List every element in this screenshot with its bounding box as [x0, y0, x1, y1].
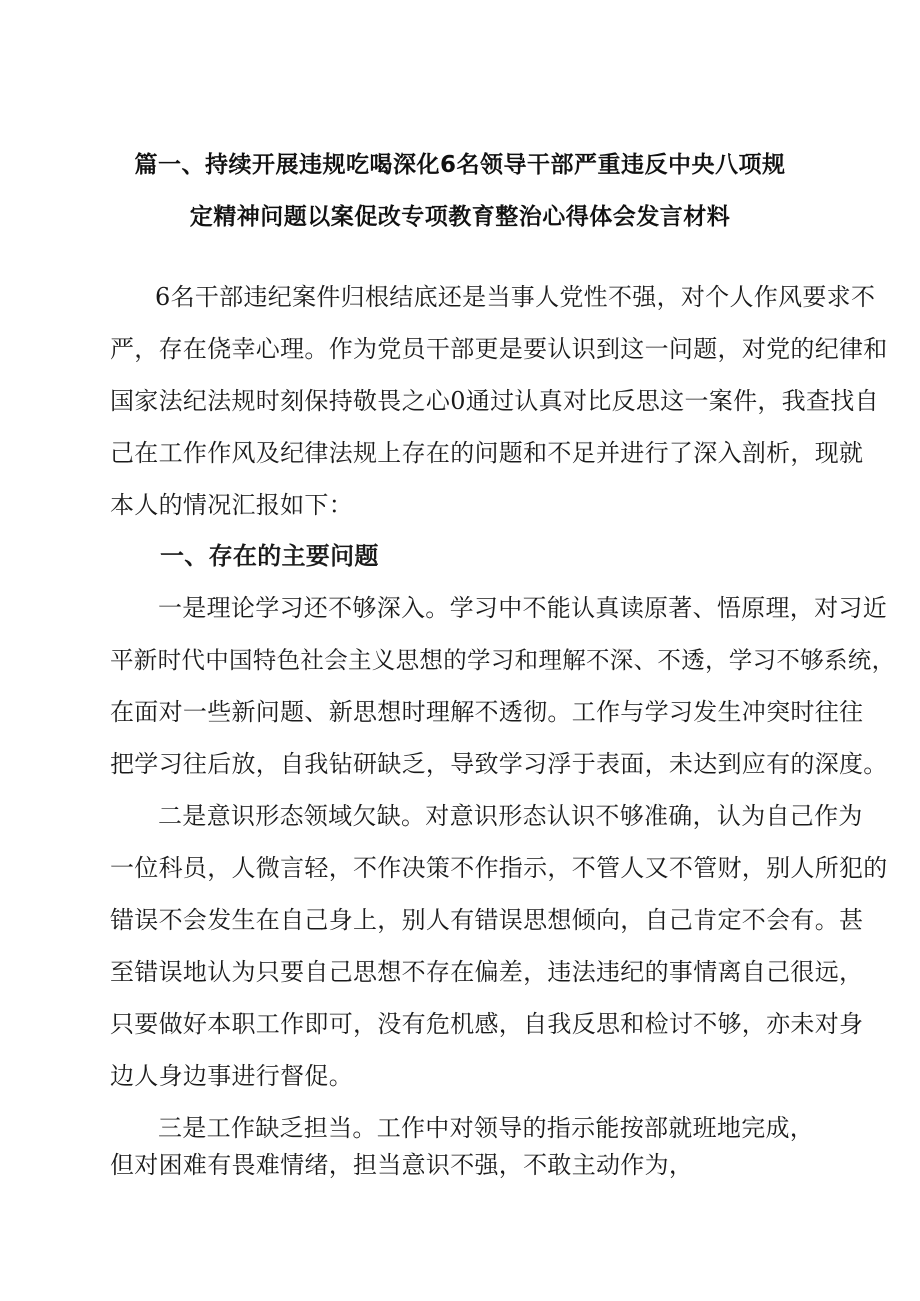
intro-line-1: 6名干部违纪案件归根结底还是当事人党性不强，对个人作风要求不 — [155, 283, 876, 311]
para2-line-4: 至错误地认为只要自己思想不存在偏差，违法违纪的事情离自己很远， — [110, 958, 864, 986]
para2-line-2: 一位科员，人微言轻，不作决策不作指示，不管人又不管财，别人所犯的 — [110, 854, 888, 882]
para2-line-6: 边人身边事进行督促。 — [110, 1062, 353, 1090]
para1-line-2: 平新时代中国特色社会主义思想的学习和理解不深、不透，学习不够系统， — [110, 646, 896, 674]
para1-line-4: 把学习往后放，自我钻研缺乏，导致学习浮于表面，未达到应有的深度。 — [110, 750, 888, 778]
para1-line-1: 一是理论学习还不够深入。学习中不能认真读原著、悟原理，对习近 — [158, 594, 887, 622]
intro-line-3: 国家法纪法规时刻保持敬畏之心0通过认真对比反思这一案件，我查找自 — [110, 387, 879, 415]
intro-line-2: 严，存在侥幸心理。作为党员干部更是要认识到这一问题，对党的纪律和 — [110, 335, 888, 363]
document-title-line-1: 篇一、持续开展违规吃喝深化6名领导干部严重违反中央八项规 — [134, 152, 786, 178]
document-title-line-2: 定精神问题以案促改专项教育整治心得体会发言材料 — [189, 204, 731, 230]
section-heading: 一、存在的主要问题 — [160, 542, 379, 570]
intro-line-4: 己在工作作风及纪律法规上存在的问题和不足并进行了深入剖析，现就 — [110, 439, 864, 467]
intro-line-5: 本人的情况汇报如下： — [110, 491, 353, 519]
para3-line-1: 三是工作缺乏担当。工作中对领导的指示能按部就班地完成， — [158, 1114, 815, 1142]
para1-line-3: 在面对一些新问题、新思想时理解不透彻。工作与学习发生冲突时往往 — [110, 698, 864, 726]
para2-line-1: 二是意识形态领域欠缺。对意识形态认识不够准确，认为自己作为 — [158, 802, 863, 830]
para2-line-5: 只要做好本职工作即可，没有危机感，自我反思和检讨不够，亦未对身 — [110, 1010, 864, 1038]
para2-line-3: 错误不会发生在自己身上，别人有错误思想倾向，自己肯定不会有。甚 — [110, 906, 864, 934]
para3-line-2: 但对困难有畏难情绪，担当意识不强，不敢主动作为， — [110, 1151, 694, 1179]
